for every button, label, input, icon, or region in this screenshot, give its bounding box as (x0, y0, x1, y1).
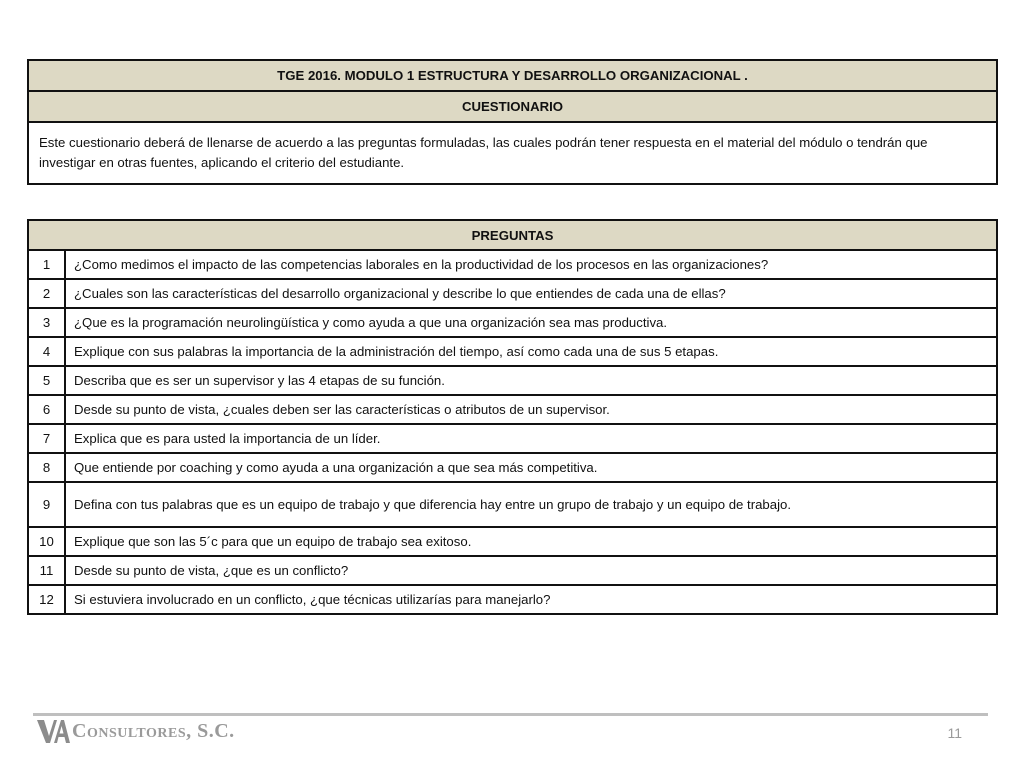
question-row (28, 395, 997, 424)
question-text: Explique con sus palabras la importancia de la administración del tiempo, así como cada una de sus 5 etapas. (65, 337, 997, 366)
question-row (28, 308, 997, 337)
question-number: 2 (28, 279, 65, 308)
question-row (28, 585, 997, 614)
page-number: 11 (947, 725, 962, 741)
question-row (28, 556, 997, 585)
question-number: 6 (28, 395, 65, 424)
info-table (27, 59, 998, 185)
question-text: Describa que es ser un supervisor y las 4 etapas de su función. (65, 366, 997, 395)
question-number: 5 (28, 366, 65, 395)
va-logo-icon (36, 717, 70, 745)
question-row (28, 424, 997, 453)
question-number: 10 (28, 527, 65, 556)
question-number: 12 (28, 585, 65, 614)
question-row (28, 527, 997, 556)
question-number: 1 (28, 250, 65, 279)
question-text: Defina con tus palabras que es un equipo de trabajo y que diferencia hay entre un grupo de trabajo y un equipo de trabajo. (65, 482, 997, 527)
question-row (28, 337, 997, 366)
question-text: ¿Que es la programación neurolingüística y como ayuda a que una organización sea mas productiva. (65, 308, 997, 337)
questions-table (27, 219, 998, 615)
question-number: 3 (28, 308, 65, 337)
question-number: 9 (28, 482, 65, 527)
question-text: Explica que es para usted la importancia de un líder. (65, 424, 997, 453)
question-text: Explique que son las 5´c para que un equipo de trabajo sea exitoso. (65, 527, 997, 556)
question-number: 7 (28, 424, 65, 453)
instructions-text: Este cuestionario deberá de llenarse de acuerdo a las preguntas formuladas, las cuales podrán tener respuesta en el material del módulo o tendrán que investigar en otras fuentes, aplicando el criterio del estudiante. (28, 122, 997, 184)
question-text: Desde su punto de vista, ¿que es un conflicto? (65, 556, 997, 585)
section-title: CUESTIONARIO (28, 91, 997, 122)
question-text: ¿Como medimos el impacto de las competencias laborales en la productividad de los procesos en las organizaciones? (65, 250, 997, 279)
question-row (28, 366, 997, 395)
question-row (28, 250, 997, 279)
question-number: 4 (28, 337, 65, 366)
questions-header: PREGUNTAS (28, 220, 997, 250)
document-title: TGE 2016. MODULO 1 ESTRUCTURA Y DESARROLLO ORGANIZACIONAL . (28, 60, 997, 91)
question-text: Si estuviera involucrado en un conflicto, ¿que técnicas utilizarías para manejarlo? (65, 585, 997, 614)
company-logo (36, 716, 235, 746)
question-row (28, 453, 997, 482)
company-name: Consultores, S.C. (72, 719, 235, 742)
question-text: ¿Cuales son las características del desarrollo organizacional y describe lo que entiendes de cada una de ellas? (65, 279, 997, 308)
question-number: 11 (28, 556, 65, 585)
question-text: Desde su punto de vista, ¿cuales deben ser las características o atributos de un supervisor. (65, 395, 997, 424)
question-row (28, 482, 997, 527)
question-row (28, 279, 997, 308)
question-number: 8 (28, 453, 65, 482)
question-text: Que entiende por coaching y como ayuda a una organización a que sea más competitiva. (65, 453, 997, 482)
